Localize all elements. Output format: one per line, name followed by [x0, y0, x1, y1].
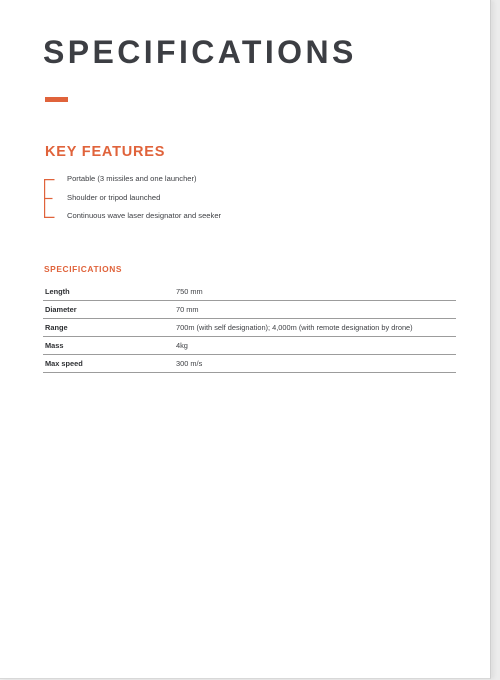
table-row: [43, 355, 456, 373]
key-features-heading: KEY FEATURES: [45, 144, 166, 160]
spec-label: Max speed: [43, 355, 174, 373]
table-row: [43, 283, 456, 301]
table-row: [43, 319, 456, 337]
spec-value: 700m (with self designation); 4,000m (with remote designation by drone): [174, 319, 456, 337]
page-title: SPECIFICATIONS: [43, 34, 357, 70]
spec-value: 300 m/s: [174, 355, 456, 373]
key-features-list: [67, 174, 221, 230]
spec-label: Diameter: [43, 301, 174, 319]
e-bracket-icon: [44, 179, 55, 218]
specifications-table: [43, 283, 456, 373]
title-accent-rule: [45, 97, 68, 102]
spec-label: Length: [43, 283, 174, 301]
feature-item: Portable (3 missiles and one launcher): [67, 174, 197, 183]
table-row: [43, 337, 456, 355]
spec-label: Range: [43, 319, 174, 337]
spec-value: 70 mm: [174, 301, 456, 319]
feature-item: Shoulder or tripod launched: [67, 192, 161, 202]
spec-value: 4kg: [174, 337, 456, 355]
table-row: [43, 301, 456, 319]
spec-label: Mass: [43, 337, 174, 355]
spec-value: 750 mm: [174, 283, 456, 301]
feature-item: Continuous wave laser designator and seeker: [67, 211, 222, 220]
specifications-heading: SPECIFICATIONS: [44, 264, 123, 274]
